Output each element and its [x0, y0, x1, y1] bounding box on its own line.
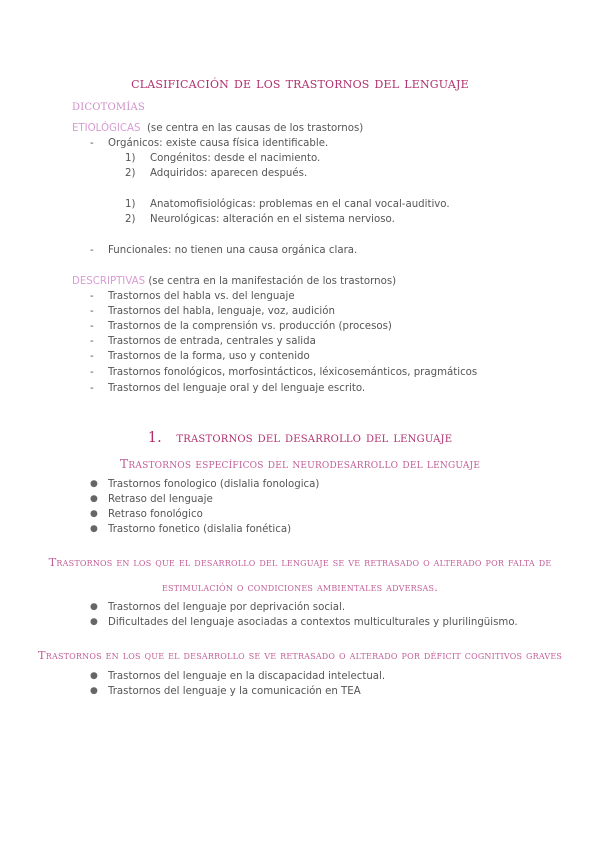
dash-marker: -: [90, 245, 94, 256]
etiologicas-line: [72, 121, 363, 136]
list-item: [125, 151, 320, 166]
subheading-specific: Trastornos específicos del neurodesarrollo del lenguaje: [119, 456, 481, 471]
list-item: Trastornos de entrada, centrales y salida: [108, 336, 316, 347]
dash-marker: -: [90, 336, 94, 347]
list-item: Dificultades del lenguaje asociadas a contextos multiculturales y plurilingüismo.: [108, 617, 518, 628]
descriptivas-label: DESCRIPTIVAS: [72, 276, 146, 287]
list-number: 2): [125, 214, 136, 225]
list-item: Trastorno fonetico (dislalia fonética): [108, 524, 292, 535]
list-item: Trastornos fonológicos, morfosintácticos, léxicosemánticos, pragmáticos: [108, 367, 478, 378]
subheading-cognitive: Trastornos en los que el desarrollo se ve retrasado o alterado por déficit cognitivos graves: [37, 648, 563, 662]
bullet-marker: ●: [90, 509, 98, 519]
list-item: Retraso del lenguaje: [108, 494, 213, 505]
list-item: Trastornos de la forma, uso y contenido: [108, 351, 310, 362]
list-item: [125, 197, 450, 212]
page-title: clasificación de los trastornos del lenguaje: [131, 74, 469, 92]
list-item: Trastornos del lenguaje por deprivación social.: [108, 602, 346, 613]
bullet-marker: ●: [90, 494, 98, 504]
dash-marker: -: [90, 367, 94, 378]
list-item: [125, 166, 307, 181]
list-number: 2): [125, 168, 136, 179]
list-item-text: Neurológicas: alteración en el sistema nervioso.: [149, 214, 395, 225]
etiologicas-label: ETIOLÓGICAS: [72, 123, 141, 134]
bullet-marker: ●: [90, 602, 98, 612]
list-number: 1): [125, 199, 136, 210]
list-item: Trastornos del lenguaje en la discapacidad intelectual.: [108, 671, 386, 682]
bullet-marker: ●: [90, 479, 98, 489]
bullet-marker: ●: [90, 671, 98, 681]
dash-marker: -: [90, 291, 94, 302]
list-item-text: Adquiridos: aparecen después.: [149, 168, 308, 179]
list-item: Trastornos del habla, lenguaje, voz, audición: [108, 306, 335, 317]
bullet-marker: ●: [90, 617, 98, 627]
bullet-marker: ●: [90, 524, 98, 534]
bullet-marker: ●: [90, 686, 98, 696]
section-heading: [0, 430, 600, 446]
section-number: 1.: [147, 430, 162, 446]
list-number: 1): [125, 153, 136, 164]
etiologicas-desc: (se centra en las causas de los trastornos): [146, 123, 364, 134]
list-item-text: Anatomofisiológicas: problemas en el canal vocal-auditivo.: [149, 199, 450, 210]
organicos-text: Orgánicos: existe causa física identificable.: [108, 138, 329, 149]
descriptivas-line: [72, 274, 396, 289]
list-item: Trastornos de la comprensión vs. producción (procesos): [108, 321, 392, 332]
subheading-deprivation-line2: estimulación o condiciones ambientales adversas.: [161, 580, 439, 594]
list-item: Retraso fonológico: [108, 509, 203, 520]
descriptivas-desc: (se centra en la manifestación de los trastornos): [148, 276, 397, 287]
list-item: [125, 212, 395, 227]
funcionales-text: Funcionales: no tienen una causa orgánica clara.: [108, 245, 358, 256]
dash-marker: -: [90, 321, 94, 332]
list-item: Trastornos del lenguaje y la comunicación en TEA: [108, 686, 361, 697]
list-item: Trastornos del lenguaje oral y del lenguaje escrito.: [108, 383, 366, 394]
list-item: Trastornos del habla vs. del lenguaje: [108, 291, 295, 302]
dash-marker: -: [90, 351, 94, 362]
dash-marker: -: [90, 138, 94, 149]
dash-marker: -: [90, 306, 94, 317]
section-title: trastornos del desarrollo del lenguaje: [176, 430, 453, 446]
heading-dicotomias: dicotomías: [72, 98, 145, 114]
list-item-text: Congénitos: desde el nacimiento.: [149, 153, 321, 164]
list-item: Trastornos fonologico (dislalia fonologica): [108, 479, 320, 490]
dash-marker: -: [90, 383, 94, 394]
subheading-deprivation-line1: Trastornos en los que el desarrollo del lenguaje se ve retrasado o alterado por falta de: [48, 555, 552, 569]
